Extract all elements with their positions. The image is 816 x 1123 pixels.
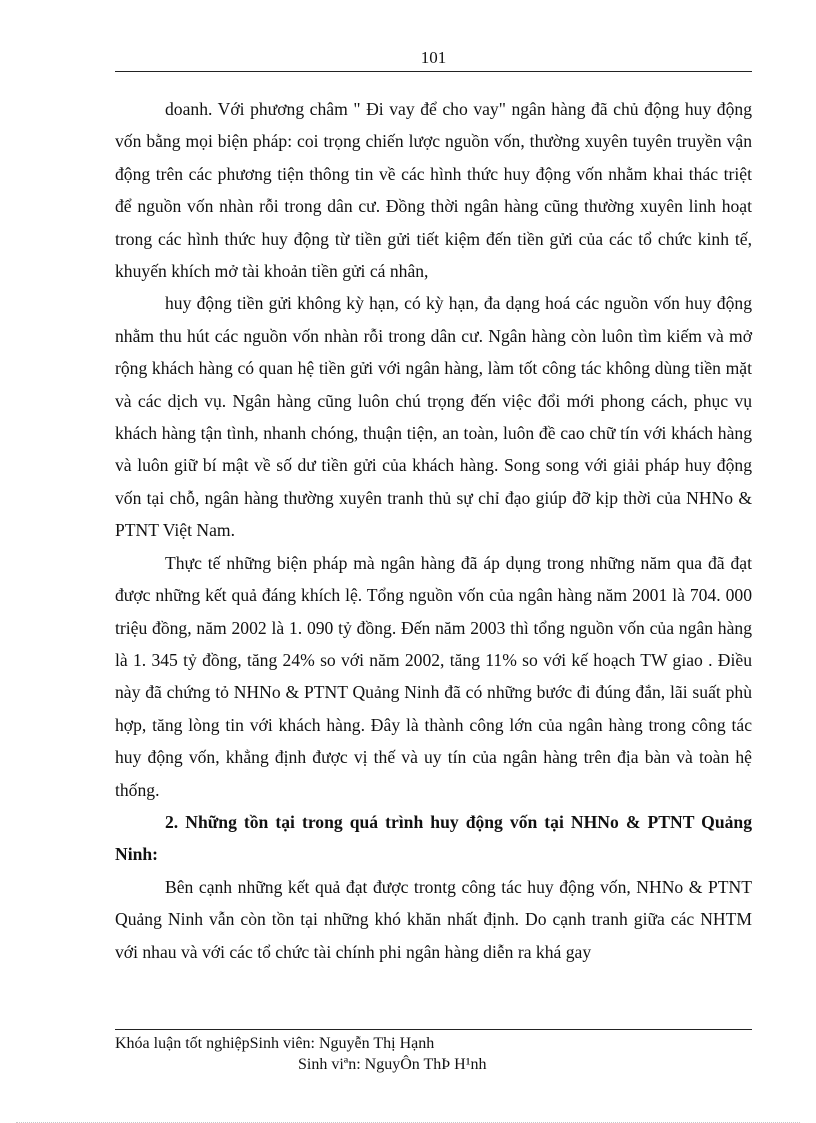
footer-text: Khóa luận tốt nghiệpSinh viên: Nguyễn Thị Hạnh bbox=[115, 1035, 435, 1052]
paragraph: doanh. Với phương châm " Đi vay để cho vay" ngân hàng đã chủ động huy động vốn bằng mọi biện pháp: coi trọng chiến lược nguồn vốn, thường xuyên tuyên truyền vận động trên các phương tiện thông tin về các hình thức huy động vốn nhằm khai thác triệt để nguồn vốn nhàn rỗi trong dân cư. Đồng thời ngân hàng cũng thường xuyên linh hoạt trong các hình thức huy động từ tiền gửi tiết kiệm đến tiền gửi của các tổ chức kinh tế, khuyến khích mở tài khoản tiền gửi cá nhân, bbox=[115, 99, 752, 282]
page-number: 101 bbox=[420, 48, 447, 67]
paragraph: huy động tiền gửi không kỳ hạn, có kỳ hạn, đa dạng hoá các nguồn vốn huy động nhằm thu hút các nguồn vốn nhàn rỗi trong dân cư. Ngân hàng còn luôn tìm kiếm và mở rộng khách hàng có quan hệ tiền gửi với ngân hàng, làm tốt công tác không dùng tiền mặt và các dịch vụ. Ngân hàng cũng luôn chú trọng đến việc đổi mới phong cách, phục vụ khách hàng tận tình, nhanh chóng, thuận tiện, an toàn, luôn đề cao chữ tín với khách hàng và luôn giữ bí mật về số dư tiền gửi của khách hàng. Song song với giải pháp huy động vốn tại chỗ, ngân hàng thường xuyên tranh thủ sự chỉ đạo giúp đỡ kịp thời của NHNo & PTNT Việt Nam. bbox=[115, 293, 752, 541]
body-text bbox=[115, 93, 752, 968]
header-divider bbox=[115, 71, 752, 72]
footer-text-garbled: Sinh viªn: NguyÔn ThÞ H¹nh bbox=[298, 1056, 487, 1073]
section-heading: 2. Những tồn tại trong quá trình huy động vốn tại NHNo & PTNT Quảng Ninh: bbox=[115, 811, 752, 865]
paragraph: Bên cạnh những kết quả đạt được trontg công tác huy động vốn, NHNo & PTNT Quảng Ninh vẫn còn tồn tại những khó khăn nhất định. Do cạnh tranh giữa các NHTM với nhau và với các tổ chức tài chính phi ngân hàng diễn ra khá gay bbox=[115, 876, 752, 962]
footer-divider bbox=[115, 1029, 752, 1030]
paragraph: Thực tế những biện pháp mà ngân hàng đã áp dụng trong những năm qua đã đạt được những kết quả đáng khích lệ. Tổng nguồn vốn của ngân hàng năm 2001 là 704. 000 triệu đồng, năm 2002 là 1. 090 tỷ đồng. Đến năm 2003 thì tổng nguồn vốn của ngân hàng là 1. 345 tỷ đồng, tăng 24% so với năm 2002, tăng 11% so với kế hoạch TW giao . Điều này đã chứng tỏ NHNo & PTNT Quảng Ninh đã có những bước đi đúng đắn, lãi suất phù hợp, tăng lòng tin với khách hàng. Đây là thành công lớn của ngân hàng trong công tác huy động vốn, khẳng định được vị thế và uy tín của ngân hàng trên địa bàn và toàn hệ thống. bbox=[115, 552, 752, 800]
